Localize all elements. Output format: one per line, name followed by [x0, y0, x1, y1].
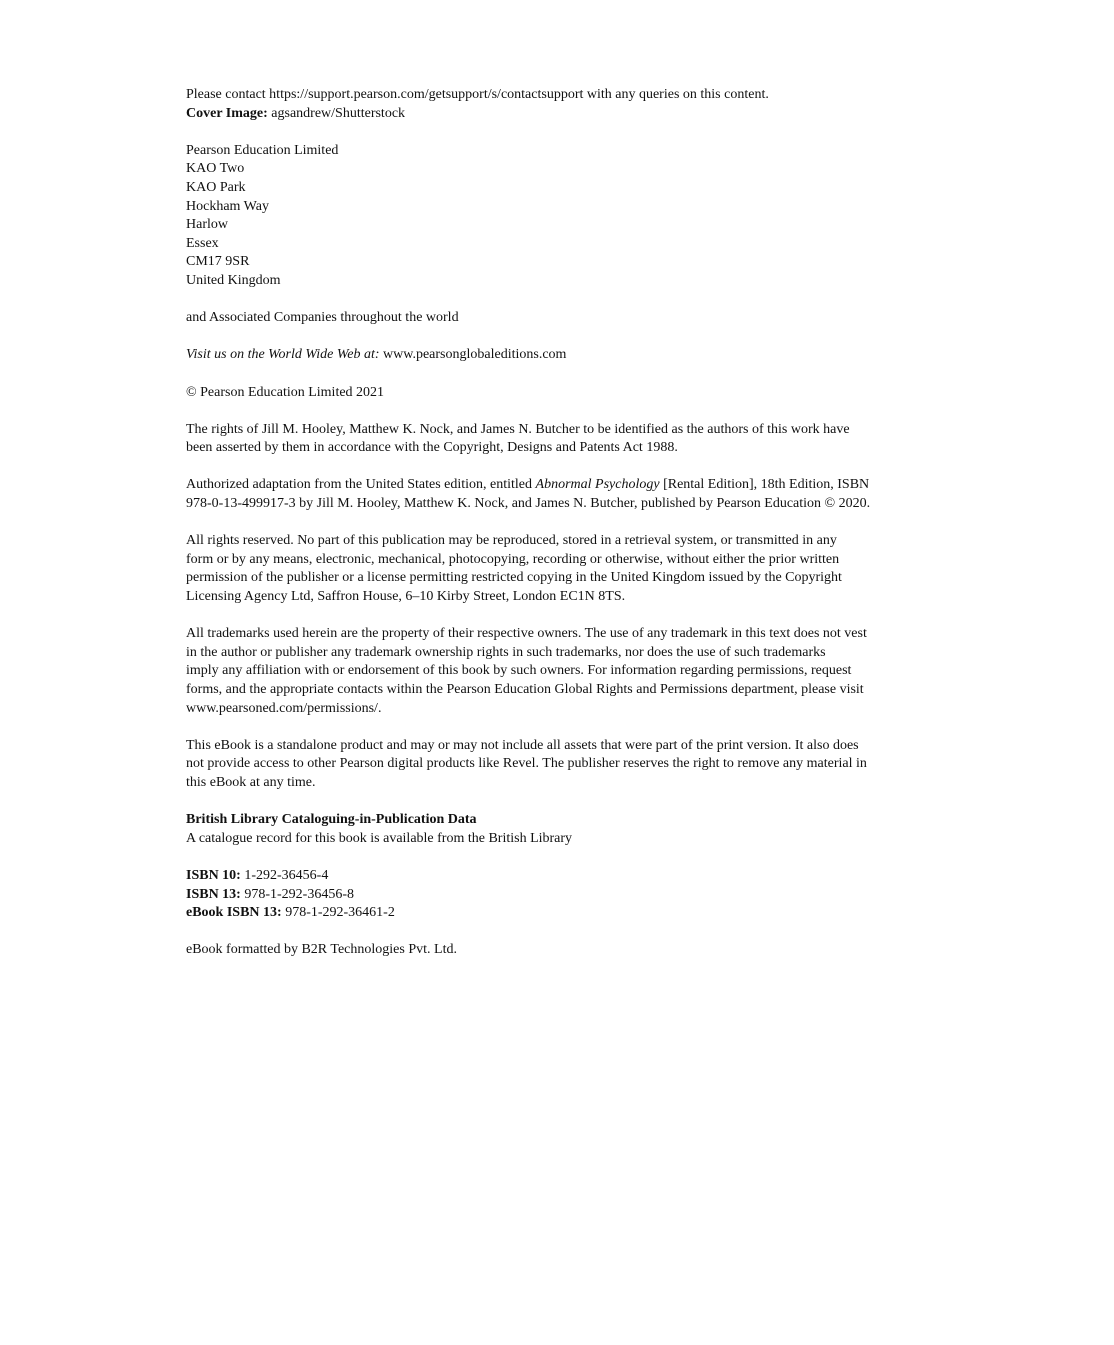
- contact-text: Please contact https://support.pearson.com/getsupport/s/contactsupport with any queries on this content.: [186, 87, 769, 102]
- address-line: United Kingdom: [186, 272, 281, 288]
- copyright-page: [186, 86, 946, 979]
- ebook-isbn-13: [186, 904, 946, 923]
- isbn-10: [186, 867, 946, 886]
- isbn-value: 1-292-36456-4: [240, 867, 329, 883]
- address-line: KAO Two: [186, 161, 245, 177]
- paragraph-line: form or by any means, electronic, mechanical, photocopying, recording or otherwise, without either the prior written: [186, 551, 840, 567]
- paragraph-line: Licensing Agency Ltd, Saffron House, 6–10 Kirby Street, London EC1N 8TS.: [186, 589, 626, 605]
- website-label: Visit us on the World Wide Web at:: [186, 347, 380, 363]
- paragraph-line: imply any affiliation with or endorsement of this book by such owners. For information regarding permissions, request: [186, 663, 852, 679]
- paragraph-line: in the author or publisher any trademark ownership rights in such trademarks, nor does the use of such trademarks: [186, 644, 826, 660]
- cover-image-credit: [186, 105, 946, 124]
- contact-block: [186, 86, 946, 123]
- paragraph-line: All trademarks used herein are the property of their respective owners. The use of any trademark in this text does not vest: [186, 626, 867, 642]
- paragraph-line: [186, 476, 946, 495]
- isbn-label: ISBN 10:: [186, 867, 241, 883]
- formatter-credit: [186, 941, 946, 960]
- cip-heading: British Library Cataloguing-in-Publication Data: [186, 812, 477, 828]
- paragraph-line: not provide access to other Pearson digital products like Revel. The publisher reserves the right to remove any material in: [186, 756, 867, 772]
- copyright-text: © Pearson Education Limited 2021: [186, 384, 385, 400]
- cover-image-label: Cover Image:: [186, 105, 268, 121]
- paragraph-line: forms, and the appropriate contacts within the Pearson Education Global Rights and Permissions department, please visit: [186, 682, 864, 697]
- associated-companies: [186, 309, 946, 328]
- paragraph-line: been asserted by them in accordance with the Copyright, Designs and Patents Act 1988.: [186, 440, 678, 456]
- website-block: [186, 346, 946, 365]
- isbn-value: 978-1-292-36456-8: [240, 886, 355, 902]
- trademarks-paragraph: [186, 625, 946, 718]
- address-line: Harlow: [186, 217, 228, 233]
- paragraph-line: this eBook at any time.: [186, 774, 316, 790]
- formatter-text: eBook formatted by B2R Technologies Pvt. Ltd.: [186, 942, 457, 958]
- website-link[interactable]: www.pearsonglobaleditions.com: [379, 347, 567, 363]
- isbn-value: 978-1-292-36461-2: [281, 905, 395, 921]
- associated-text: and Associated Companies throughout the world: [186, 310, 459, 326]
- address-line: Essex: [186, 235, 219, 251]
- paragraph-line: All rights reserved. No part of this publication may be reproduced, stored in a retrieval system, or transmitted in any: [186, 533, 837, 549]
- cip-block: [186, 811, 946, 848]
- address-line: CM17 9SR: [186, 254, 250, 270]
- book-title: Abnormal Psychology: [535, 477, 660, 493]
- copyright-notice: [186, 384, 946, 403]
- publisher-address: [186, 142, 946, 291]
- address-line: Pearson Education Limited: [186, 142, 339, 158]
- permissions-link[interactable]: www.pearsoned.com/permissions/.: [186, 700, 382, 716]
- ebook-paragraph: [186, 737, 946, 793]
- adaptation-text: Authorized adaptation from the United States edition, entitled: [186, 477, 536, 493]
- adaptation-paragraph: [186, 476, 946, 513]
- isbn-13: [186, 886, 946, 905]
- paragraph-line: This eBook is a standalone product and may or may not include all assets that were part of the print version. It also does: [186, 737, 859, 753]
- adaptation-text: [Rental Edition], 18th Edition, ISBN: [659, 477, 870, 493]
- address-line: Hockham Way: [186, 198, 269, 214]
- isbn-label: eBook ISBN 13:: [186, 905, 282, 921]
- cip-text: A catalogue record for this book is available from the British Library: [186, 830, 573, 846]
- address-line: KAO Park: [186, 179, 246, 195]
- paragraph-line: The rights of Jill M. Hooley, Matthew K. Nock, and James N. Butcher to be identified as the authors of this work have: [186, 421, 850, 437]
- isbn-block: [186, 867, 946, 923]
- paragraph-line: 978-0-13-499917-3 by Jill M. Hooley, Matthew K. Nock, and James N. Butcher, published by Pearson Education © 2020.: [186, 496, 871, 512]
- author-rights-paragraph: [186, 421, 946, 458]
- cover-image-value: agsandrew/Shutterstock: [267, 105, 406, 121]
- paragraph-line: permission of the publisher or a license permitting restricted copying in the United Kingdom issued by the Copyright: [186, 570, 842, 586]
- all-rights-paragraph: [186, 532, 946, 606]
- isbn-label: ISBN 13:: [186, 886, 241, 902]
